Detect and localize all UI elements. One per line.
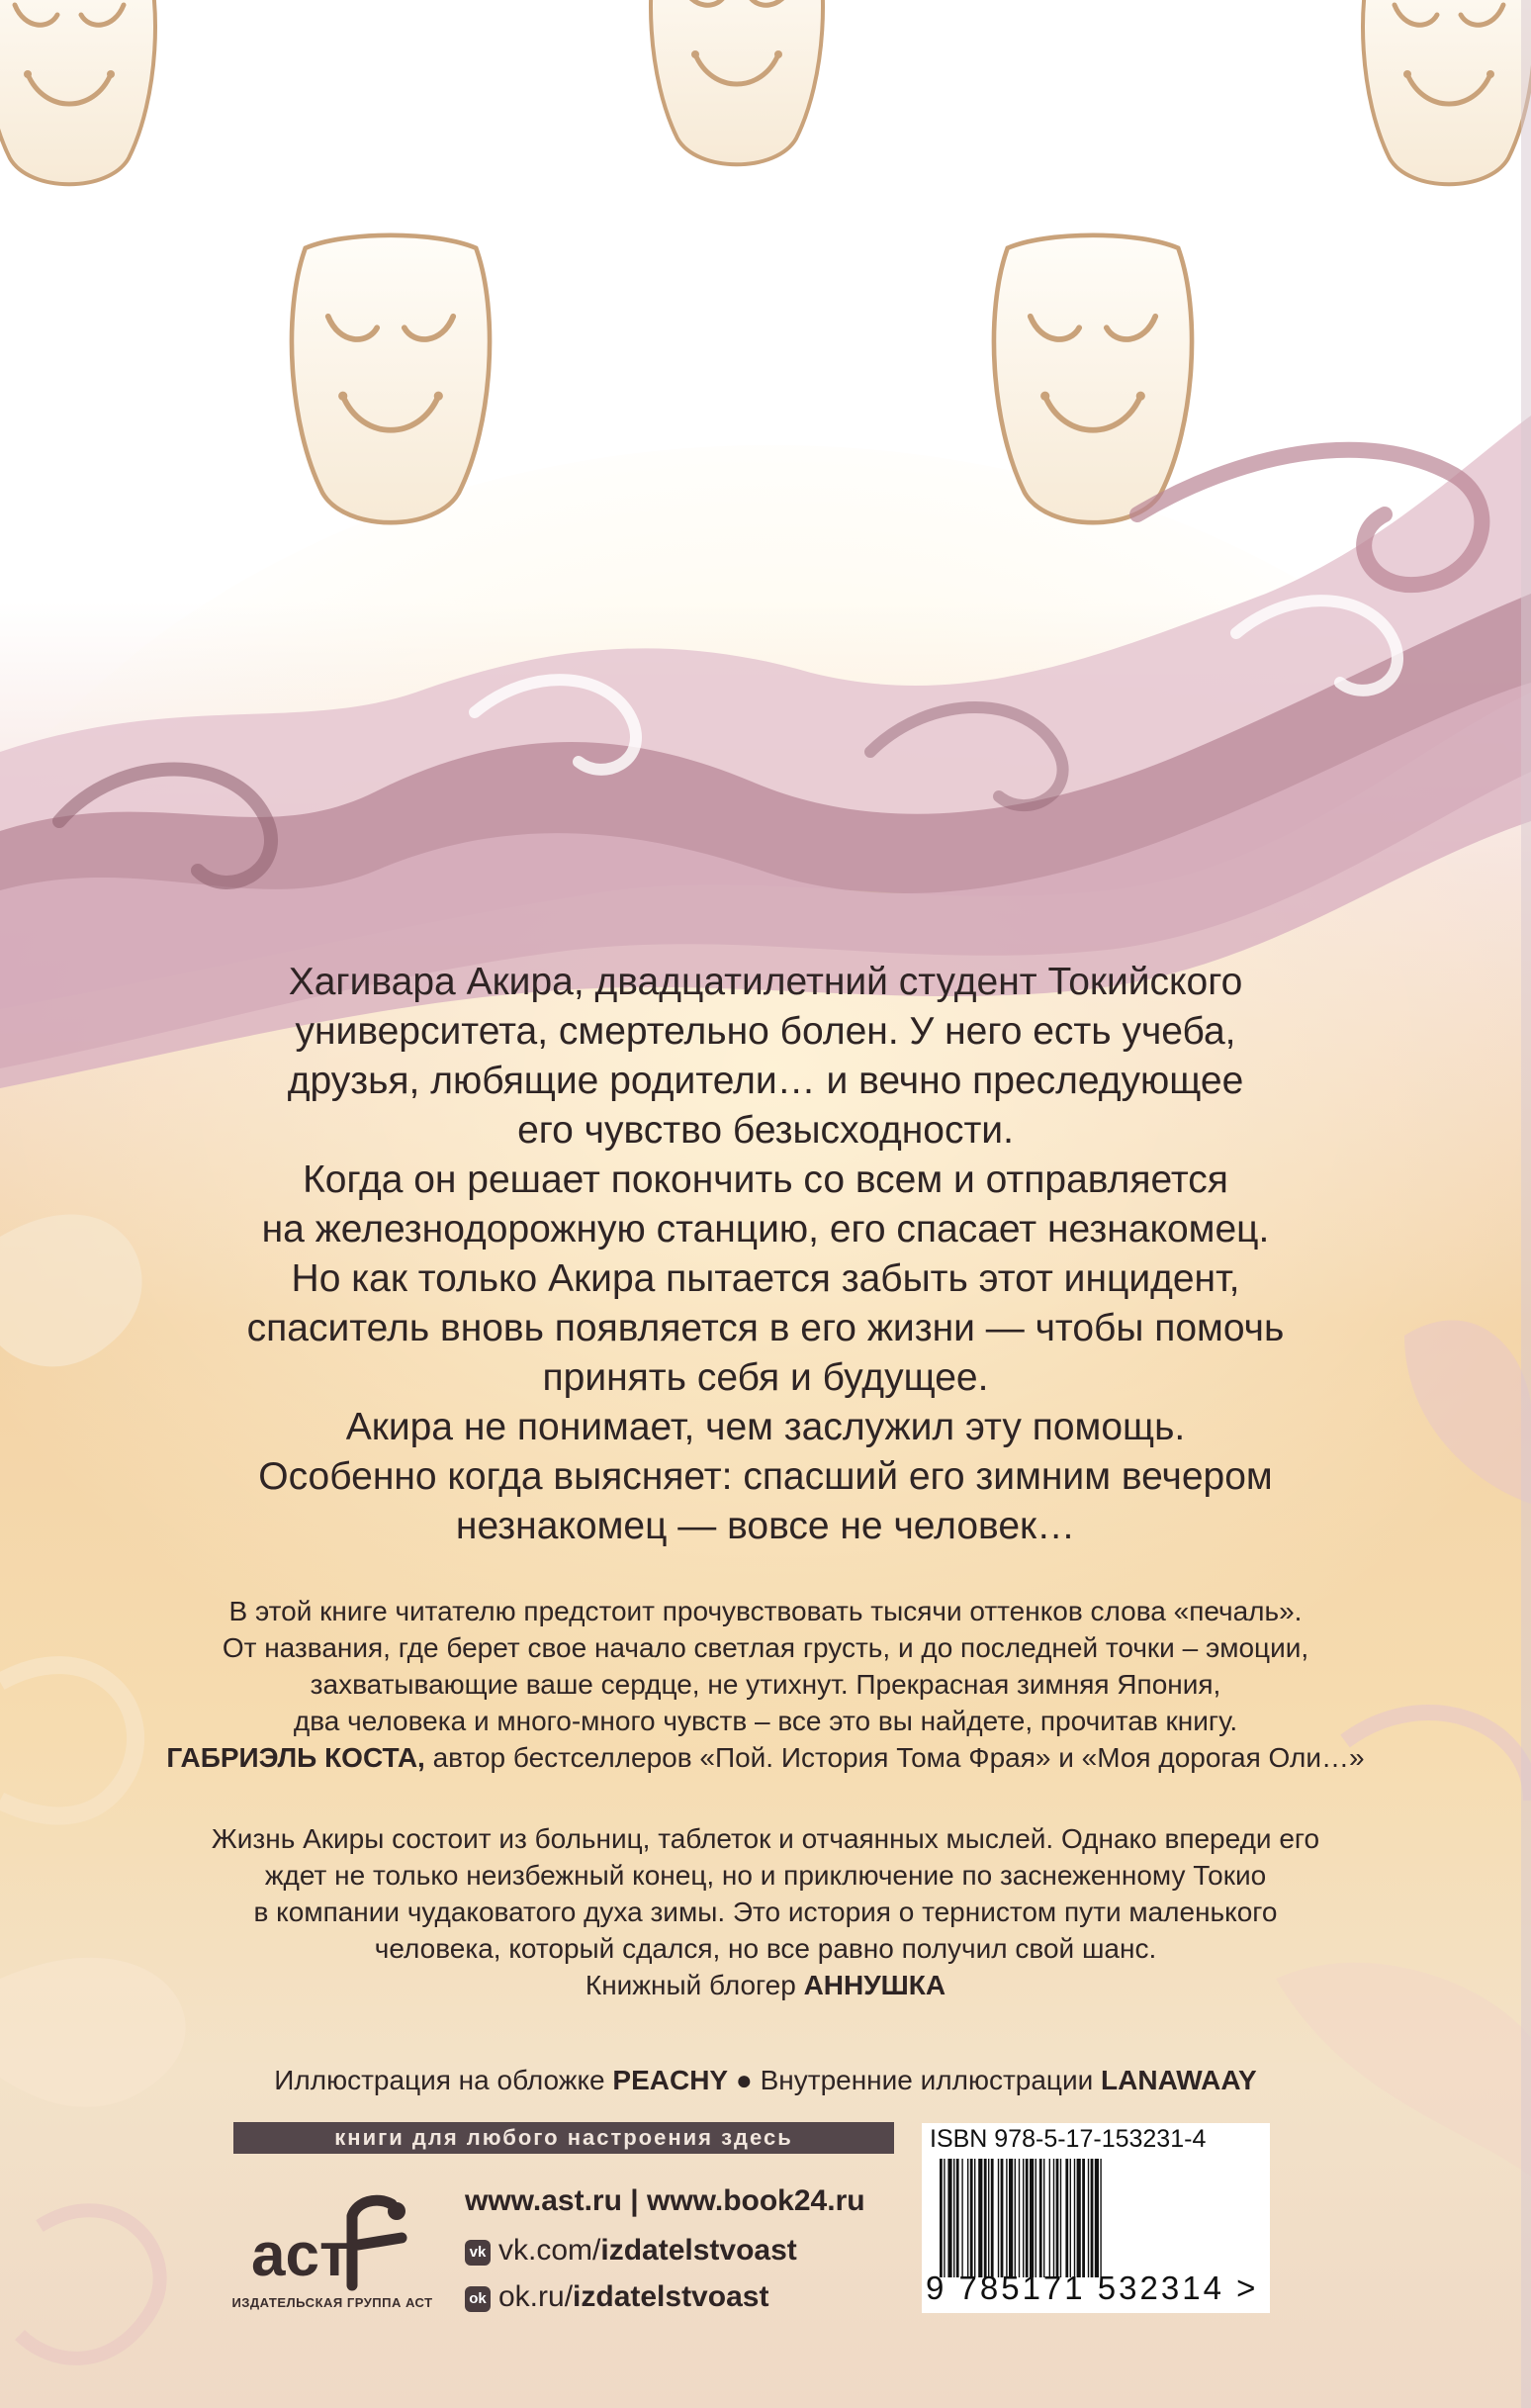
barcode-bar xyxy=(1091,2159,1094,2277)
barcode-bar xyxy=(940,2159,943,2277)
publisher-slogan: книги для любого настроения здесь xyxy=(233,2122,894,2154)
barcode-bar xyxy=(970,2159,973,2277)
barcode-bar xyxy=(1026,2159,1029,2277)
blurb-line: Хагивара Акира, двадцатилетний студент Токийского xyxy=(288,961,1243,1003)
barcode-bar xyxy=(956,2159,959,2277)
cover-illustration-label: Иллюстрация на обложке xyxy=(274,2065,613,2095)
review-line: ждет не только неизбежный конец, но и приключение по заснеженному Токио xyxy=(264,1860,1267,1891)
barcode-bar xyxy=(1049,2159,1050,2277)
review-annushka xyxy=(0,1820,1531,2003)
barcode-bar xyxy=(967,2159,968,2277)
barcode-bar xyxy=(1088,2159,1089,2277)
illustration-credits xyxy=(0,2063,1531,2098)
review-author-prefix: Книжный блогер xyxy=(585,1970,804,2000)
barcode-bar xyxy=(1039,2159,1042,2277)
review-line: два человека и много-много чувств – все это вы найдете, прочитав книгу. xyxy=(293,1706,1238,1736)
barcode-bar xyxy=(1015,2159,1016,2277)
barcode xyxy=(940,2159,1254,2277)
publisher-group-label: ИЗДАТЕЛЬСКАЯ ГРУППА АСТ xyxy=(231,2295,433,2310)
review-author-desc: автор бестселлеров «Пой. История Тома Фрая» и «Моя дорогая Оли…» xyxy=(424,1742,1365,1773)
publisher-websites[interactable]: www.ast.ru | www.book24.ru xyxy=(465,2184,865,2217)
ok-link[interactable] xyxy=(465,2280,768,2314)
inner-illustration-label: Внутренние иллюстрации xyxy=(760,2065,1102,2095)
review-author-name: АННУШКА xyxy=(803,1970,946,2000)
blurb-line: его чувство безысходности. xyxy=(517,1109,1014,1152)
review-gabriel-costa xyxy=(0,1593,1531,1776)
review-line: в компании чудаковатого духа зимы. Это история о тернистом пути маленького xyxy=(253,1897,1278,1927)
review-line: человека, который сдался, но все равно получил свой шанс. xyxy=(374,1933,1157,1964)
barcode-bar xyxy=(988,2159,989,2277)
review-author-name: ГАБРИЭЛЬ КОСТА, xyxy=(166,1742,425,1773)
barcode-bar xyxy=(961,2159,962,2277)
barcode-bar xyxy=(1095,2159,1099,2277)
barcode-bar xyxy=(1006,2159,1007,2277)
vk-handle: izdatelstvoast xyxy=(600,2234,797,2267)
barcode-bar xyxy=(1077,2159,1081,2277)
review-attribution xyxy=(0,1967,1531,2003)
barcode-bar xyxy=(1074,2159,1075,2277)
blurb-line: друзья, любящие родители… и вечно преследующее xyxy=(287,1060,1244,1102)
barcode-bar xyxy=(1019,2159,1020,2277)
barcode-bar xyxy=(947,2159,951,2277)
barcode-bar xyxy=(978,2159,982,2277)
barcode-bar xyxy=(1056,2159,1059,2277)
credits-separator: ● xyxy=(728,2065,761,2095)
barcode-bar xyxy=(1043,2159,1044,2277)
barcode-bar xyxy=(1023,2159,1024,2277)
barcode-bar xyxy=(1100,2159,1101,2277)
barcode-bar xyxy=(984,2159,987,2277)
blurb-line: университета, смертельно болен. У него есть учеба, xyxy=(295,1010,1236,1053)
inner-artist: LANAWAAY xyxy=(1101,2065,1257,2095)
barcode-bar xyxy=(944,2159,945,2277)
barcode-bar xyxy=(953,2159,954,2277)
barcode-bar xyxy=(974,2159,975,2277)
review-line: Жизнь Акиры состоит из больниц, таблеток и отчаянных мыслей. Однако впереди его xyxy=(211,1823,1320,1854)
barcode-bar xyxy=(1030,2159,1034,2277)
ok-prefix: ok.ru/ xyxy=(498,2280,574,2313)
review-line: захватывающие ваше сердце, не утихнут. Прекрасная зимняя Япония, xyxy=(310,1669,1221,1700)
ast-logo-text: аст xyxy=(251,2221,350,2289)
vk-icon: vk xyxy=(465,2240,491,2266)
blurb-line: Когда он решает покончить со всем и отправляется xyxy=(303,1158,1228,1201)
barcode-bar xyxy=(1053,2159,1054,2277)
barcode-bar xyxy=(991,2159,994,2277)
blurb-line: незнакомец — вовсе не человек… xyxy=(455,1505,1076,1547)
barcode-bar xyxy=(1065,2159,1068,2277)
blurb-line: принять себя и будущее. xyxy=(542,1356,989,1399)
barcode-bar xyxy=(1082,2159,1085,2277)
barcode-digits: 9 785171 532314 > xyxy=(926,2269,1259,2306)
annotation-blurb xyxy=(0,958,1531,1551)
ok-handle: izdatelstvoast xyxy=(573,2280,769,2313)
barcode-bar xyxy=(1009,2159,1013,2277)
vk-link[interactable] xyxy=(465,2234,797,2268)
barcode-bar xyxy=(1060,2159,1061,2277)
blurb-line: спаситель вновь появляется в его жизни — чтобы помочь xyxy=(246,1307,1285,1349)
barcode-bar xyxy=(998,2159,999,2277)
isbn-barcode-block xyxy=(922,2123,1270,2313)
ok-icon: ok xyxy=(465,2286,491,2312)
barcode-bar xyxy=(1001,2159,1004,2277)
blurb-line: Но как только Акира пытается забыть этот инцидент, xyxy=(291,1257,1240,1300)
blurb-line: на железнодорожную станцию, его спасает незнакомец. xyxy=(261,1208,1270,1250)
vk-prefix: vk.com/ xyxy=(498,2234,601,2267)
review-line: От названия, где берет свое начало светлая грусть, и до последней точки – эмоции, xyxy=(222,1632,1309,1663)
cover-artist: PEACHY xyxy=(612,2065,729,2095)
barcode-bar xyxy=(1070,2159,1071,2277)
blurb-line: Особенно когда выясняет: спасший его зимним вечером xyxy=(258,1455,1273,1498)
review-attribution xyxy=(0,1739,1531,1776)
isbn-label: ISBN 978-5-17-153231-4 xyxy=(930,2125,1207,2153)
review-line: В этой книге читателю предстоит прочувствовать тысячи оттенков слова «печаль». xyxy=(228,1596,1303,1626)
blurb-line: Акира не понимает, чем заслужил эту помощь. xyxy=(345,1406,1186,1448)
